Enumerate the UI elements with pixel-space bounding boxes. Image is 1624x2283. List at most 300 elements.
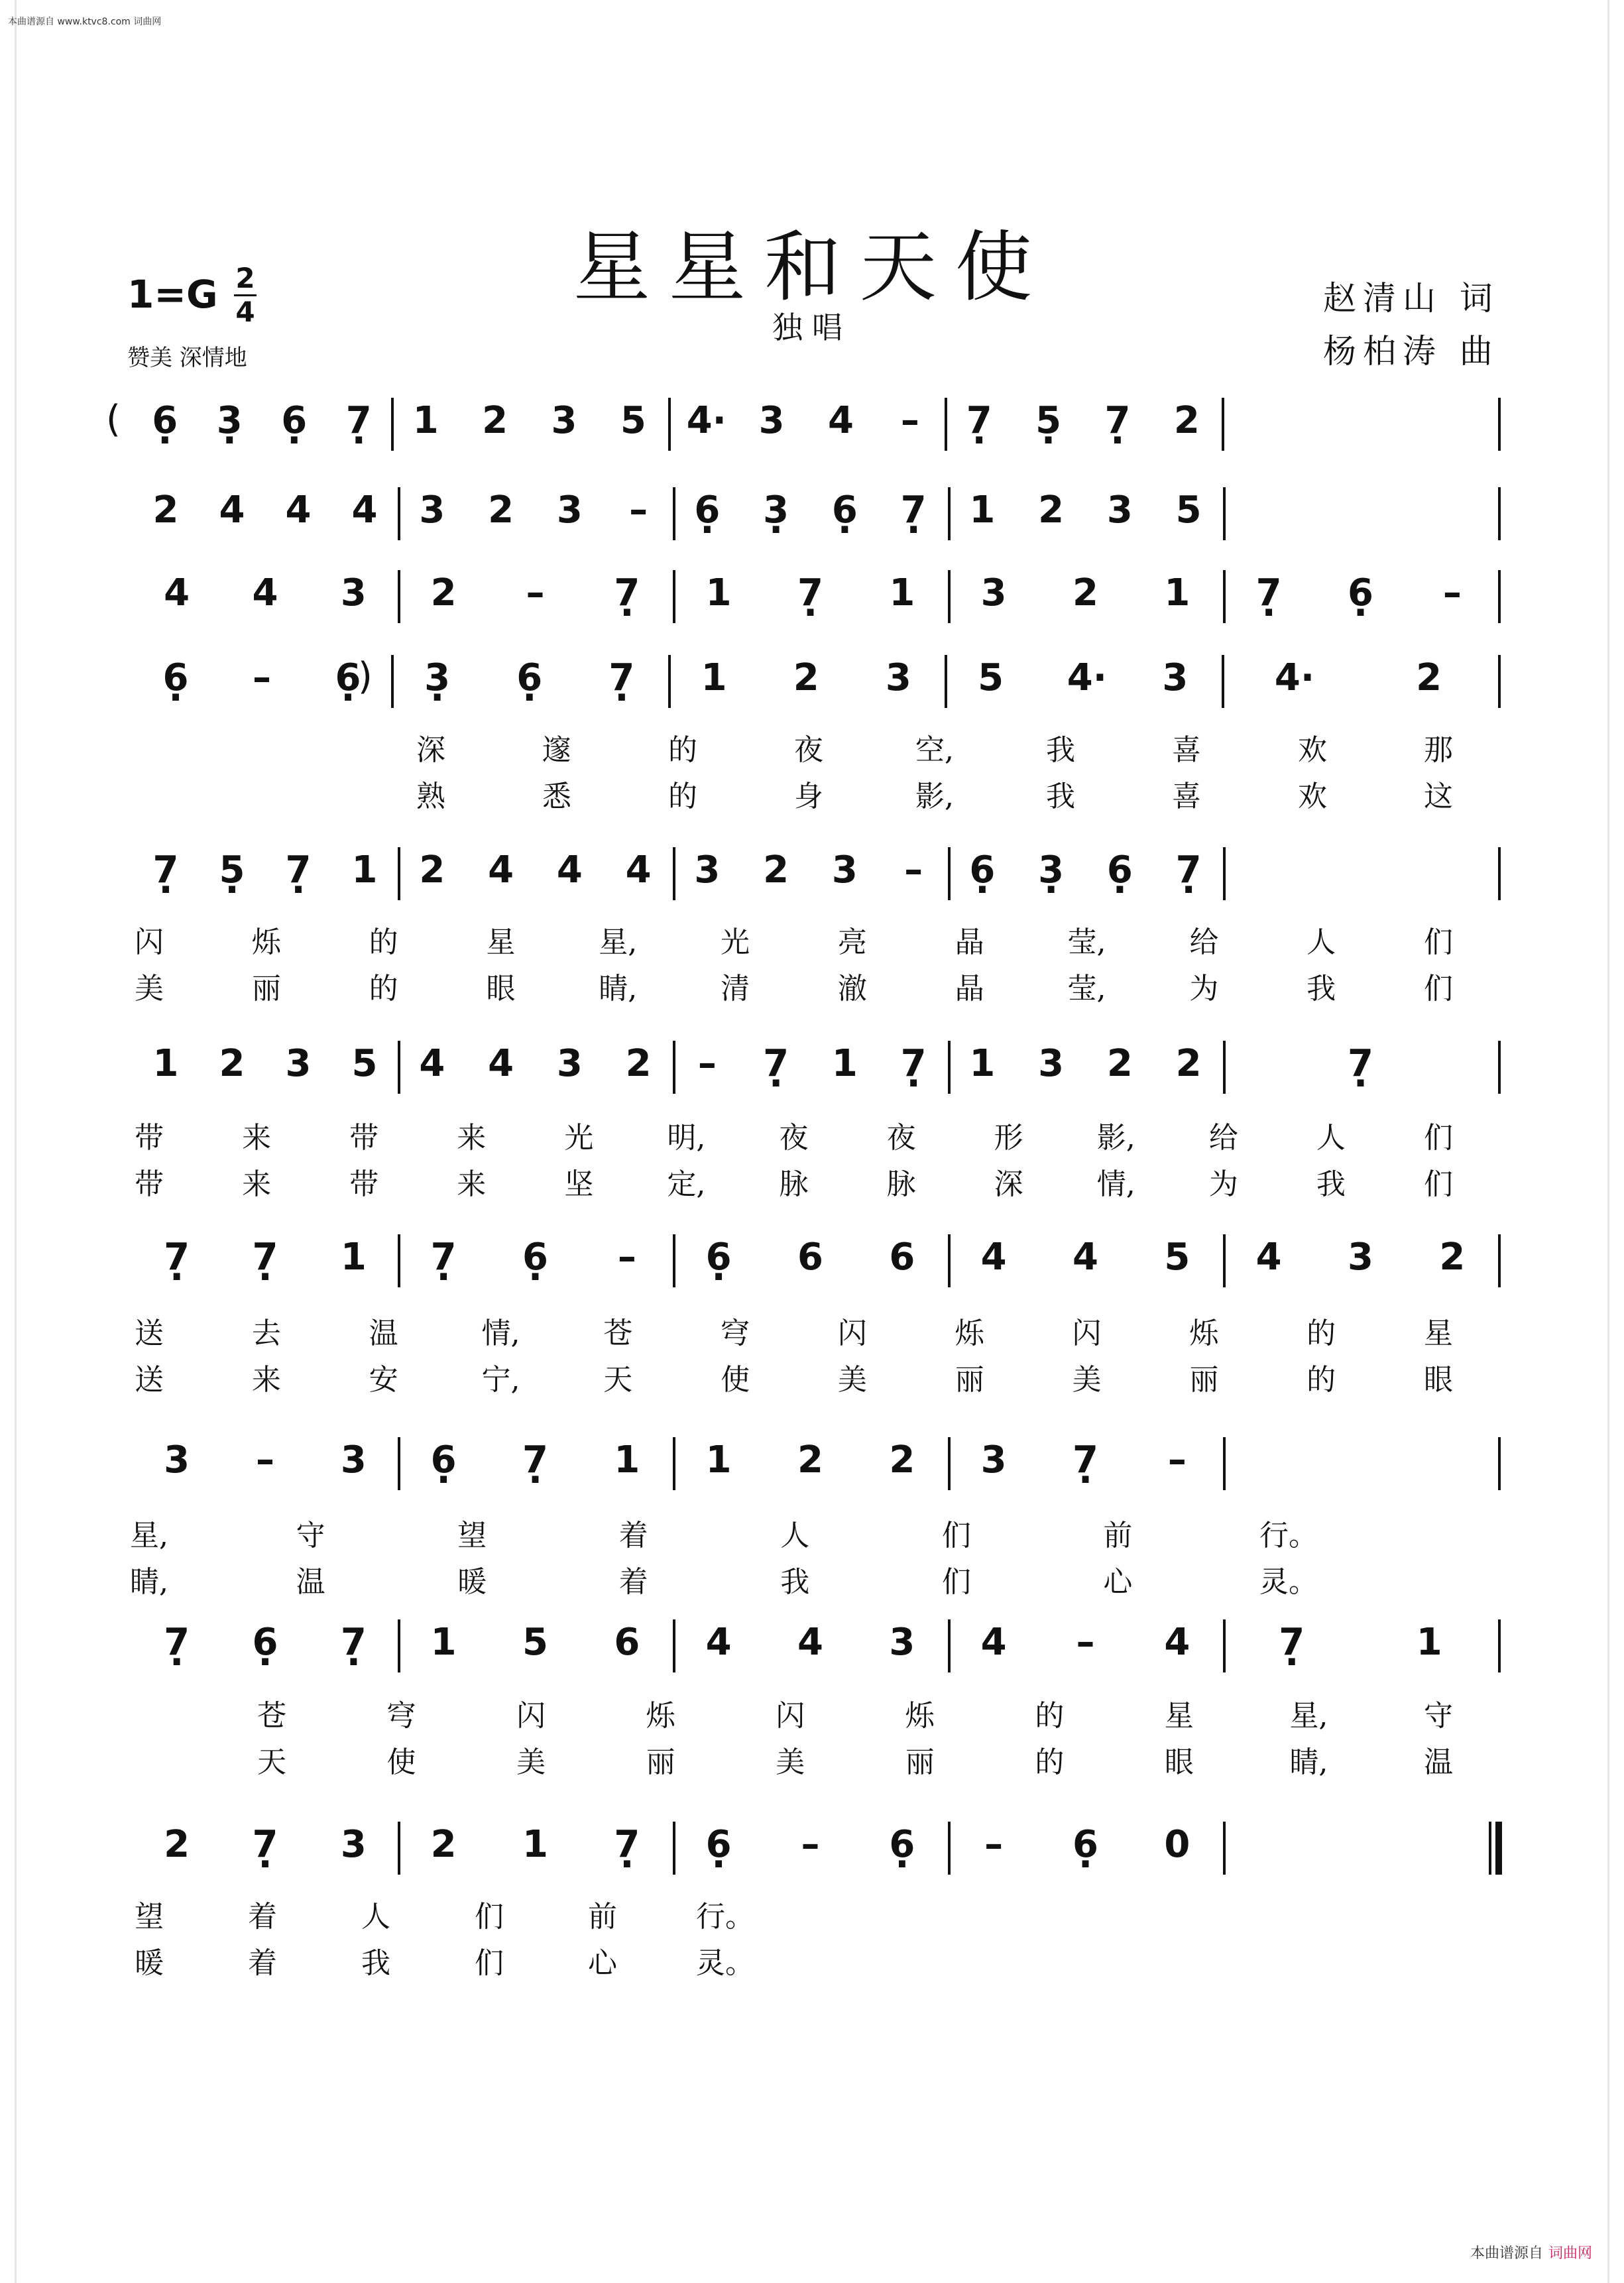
lyric-verse-2: 心 — [588, 1946, 617, 1980]
score-note: 1 — [522, 1823, 548, 1866]
lyric-verse-1: 夜 — [779, 1121, 809, 1155]
barline — [673, 1619, 675, 1672]
barline — [391, 655, 394, 708]
score-note: 7 · — [611, 1823, 643, 1866]
lyric-verse-2: 暖 — [457, 1565, 487, 1599]
lyric-verse-2: 来 — [251, 1363, 281, 1397]
score-note: 6 · — [514, 656, 546, 699]
lyric-verse-2: 们 — [475, 1946, 504, 1980]
lyric-verse-2: 定, — [667, 1167, 706, 1201]
score-note: 3 — [694, 849, 721, 892]
lyric-verse-2: 情, — [1096, 1167, 1135, 1201]
score-note: 6 · — [829, 489, 860, 532]
lyric-verse-1: 前 — [1103, 1519, 1133, 1552]
lyric-verse-1: 情, — [481, 1317, 520, 1350]
lyric-verse-1: 夜 — [794, 733, 823, 767]
score-note: 3 — [551, 399, 577, 442]
score-row — [0, 1437, 1624, 1599]
score-note: – — [256, 1438, 274, 1482]
score-note: – — [801, 1823, 820, 1866]
score-row — [0, 1234, 1624, 1397]
score-note: 6 · — [703, 1236, 734, 1279]
lyric-verse-1: 着 — [618, 1519, 648, 1552]
barline — [948, 1437, 951, 1490]
barline — [945, 655, 947, 708]
score-row — [0, 655, 1624, 813]
score-note: – — [904, 849, 923, 892]
barline — [1223, 570, 1226, 623]
score-note: 4 — [285, 489, 312, 532]
barline — [1222, 655, 1224, 708]
lyric-verse-2: 的 — [1035, 1745, 1065, 1779]
score-note: 0 — [1164, 1823, 1190, 1866]
score-note: 2 — [430, 571, 457, 615]
lyric-verse-1: 给 — [1208, 1121, 1238, 1155]
footer-note — [1470, 2242, 1592, 2262]
score-note: 2 — [1439, 1236, 1466, 1279]
lyric-verse-2: 晶 — [955, 972, 984, 1006]
lyric-verse-1: 闪 — [135, 925, 164, 959]
lyric-verse-1: 光 — [721, 925, 750, 959]
lyric-verse-1: 人 — [1316, 1121, 1346, 1155]
lyricist-credit: 赵清山 词 — [1323, 279, 1499, 318]
barline — [673, 570, 675, 623]
barline — [673, 1822, 675, 1875]
barline — [1498, 1619, 1501, 1672]
lyric-verse-1: 行。 — [1259, 1519, 1318, 1552]
lyric-verse-2: 眼 — [1164, 1745, 1194, 1779]
score-note: 4 — [827, 399, 854, 442]
score-note: 7 · — [963, 399, 995, 442]
lyric-verse-2: 的 — [668, 780, 697, 813]
score-note: 3 — [1106, 489, 1133, 532]
score-note: 3 — [980, 571, 1007, 615]
lyric-verse-1: 晶 — [955, 925, 984, 959]
lyric-verse-1: 们 — [1424, 925, 1453, 959]
lyric-verse-1: 星, — [130, 1519, 168, 1552]
barline — [398, 487, 400, 540]
score-note: 4 — [488, 1042, 514, 1085]
time-signature-top: 2 — [235, 262, 255, 294]
score-note: 1 — [831, 1042, 858, 1085]
lyric-verse-2: 温 — [1424, 1745, 1453, 1779]
score-note: 2 — [1038, 489, 1065, 532]
barline — [673, 1437, 675, 1490]
lyric-verse-2: 来 — [457, 1167, 487, 1201]
score-note: 4 — [556, 849, 583, 892]
lyric-verse-2: 们 — [1424, 1167, 1453, 1201]
lyric-verse-1: 带 — [349, 1121, 379, 1155]
score-note: 6 · — [886, 1823, 918, 1866]
footer-brand: 词曲网 — [1548, 2245, 1592, 2262]
time-signature-bottom: 4 — [235, 296, 255, 328]
score-note: 4 — [164, 571, 190, 615]
lyric-verse-1: 星, — [1289, 1699, 1328, 1733]
lyric-verse-1: 星 — [486, 925, 516, 959]
barline — [673, 487, 675, 540]
lyric-verse-2: 脉 — [779, 1167, 809, 1201]
score-note: 2 — [488, 489, 514, 532]
score-note: 1 — [152, 1042, 179, 1085]
score-note: 7 · — [282, 849, 314, 892]
score-note: 5 · — [216, 849, 248, 892]
lyric-verse-2: 影, — [915, 780, 954, 813]
score-note: 4 — [219, 489, 245, 532]
score-note: 1 — [969, 1042, 996, 1085]
score-note: 3 — [556, 1042, 583, 1085]
score-note: 1 — [1416, 1621, 1442, 1664]
score-note: – — [253, 656, 271, 699]
lyric-verse-1: 星 — [1424, 1317, 1453, 1350]
barline — [391, 398, 394, 451]
score-note: 6 · — [703, 1823, 734, 1866]
lyric-verse-1: 邃 — [542, 733, 571, 767]
score-note: 1 — [340, 1236, 367, 1279]
lyric-verse-1: 烁 — [251, 925, 281, 959]
lyric-verse-2: 美 — [1072, 1363, 1102, 1397]
score-note: 3 — [1348, 1236, 1373, 1279]
barline — [668, 398, 671, 451]
score-note: 1 — [701, 656, 727, 699]
lyric-verse-1: 烁 — [955, 1317, 984, 1350]
score-note: 7 · — [898, 489, 929, 532]
footer-source: 本曲谱源自 — [1470, 2245, 1543, 2262]
lyric-verse-2: 们 — [941, 1565, 971, 1599]
score-note: 7 · — [795, 571, 827, 615]
score-note: 1 — [705, 1438, 732, 1482]
score-note: 3 — [285, 1042, 312, 1085]
barline — [948, 487, 951, 540]
score-note: 7 · — [249, 1823, 281, 1866]
score-note: 2 — [419, 849, 445, 892]
barline — [948, 1822, 951, 1875]
intro-close-paren: ) — [358, 655, 373, 698]
score-note: 4 — [980, 1236, 1007, 1279]
lyric-verse-2: 丽 — [1189, 1363, 1219, 1397]
score-note: – — [697, 1042, 717, 1085]
score-note: 2 — [1416, 656, 1442, 699]
score-note: 7 · — [760, 1042, 792, 1085]
lyric-verse-2: 美 — [135, 972, 164, 1006]
lyric-verse-2: 我 — [1306, 972, 1336, 1006]
barline — [1498, 487, 1501, 540]
lyric-verse-1: 前 — [588, 1900, 617, 1934]
lyric-verse-1: 莹, — [1067, 925, 1106, 959]
lyric-verse-2: 宁, — [481, 1363, 520, 1397]
score-note: 1 — [1164, 571, 1190, 615]
lyric-verse-2: 为 — [1189, 972, 1219, 1006]
score-note: 6 · — [160, 656, 192, 699]
score-note: – — [1076, 1621, 1095, 1664]
score-note: 1 — [351, 849, 378, 892]
score-note: – — [1442, 571, 1462, 615]
lyric-verse-1: 喜 — [1172, 733, 1201, 767]
score-note: – — [984, 1823, 1004, 1866]
score-note: 7 · — [898, 1042, 929, 1085]
score-note: – — [629, 489, 648, 532]
barline — [1222, 398, 1224, 451]
score-note: 6 · — [966, 849, 998, 892]
lyric-verse-2: 使 — [386, 1745, 416, 1779]
score-note: 6 · — [278, 399, 310, 442]
lyric-verse-1: 的 — [1306, 1317, 1336, 1350]
barline — [673, 1041, 675, 1094]
lyric-verse-2: 美 — [837, 1363, 867, 1397]
lyric-verse-1: 闪 — [1072, 1317, 1102, 1350]
barline — [1223, 1041, 1226, 1094]
lyric-verse-1: 望 — [135, 1900, 164, 1934]
barline — [1498, 847, 1501, 900]
barline — [1498, 1041, 1501, 1094]
lyric-verse-2: 为 — [1208, 1167, 1238, 1201]
score-note: 5 — [978, 656, 1004, 699]
lyric-verse-2: 清 — [721, 972, 750, 1006]
lyric-verse-2: 我 — [361, 1946, 390, 1980]
lyric-verse-1: 着 — [248, 1900, 277, 1934]
score-note: 7 · — [606, 656, 638, 699]
score-note: 7 · — [1253, 571, 1285, 615]
barline — [668, 655, 671, 708]
barline — [398, 1041, 400, 1094]
lyric-verse-2: 丽 — [646, 1745, 675, 1779]
lyric-verse-1: 夜 — [886, 1121, 916, 1155]
barline — [398, 1437, 400, 1490]
score-note: 2 — [1175, 1042, 1202, 1085]
lyric-verse-1: 来 — [457, 1121, 487, 1155]
lyric-verse-2: 美 — [776, 1745, 805, 1779]
lyric-verse-2: 着 — [248, 1946, 277, 1980]
score-note: 7 · — [1102, 399, 1133, 442]
score-note: 7 · — [428, 1236, 459, 1279]
barline — [1223, 1234, 1226, 1287]
score-note: 5 — [351, 1042, 378, 1085]
lyric-verse-2: 这 — [1424, 780, 1453, 813]
score-note: 1 — [430, 1621, 457, 1664]
score-note: 3 — [885, 656, 911, 699]
barline — [398, 847, 400, 900]
lyric-verse-2: 我 — [1046, 780, 1075, 813]
lyric-verse-2: 美 — [516, 1745, 546, 1779]
score-note: 5 — [620, 399, 646, 442]
lyric-verse-2: 们 — [1424, 972, 1453, 1006]
score-note: 5 — [1175, 489, 1202, 532]
lyric-verse-2: 着 — [618, 1565, 648, 1599]
score-note: 6 · — [149, 399, 181, 442]
lyric-verse-1: 那 — [1424, 733, 1453, 767]
lyric-verse-1: 闪 — [837, 1317, 867, 1350]
score-note: 1 — [889, 571, 915, 615]
score-note: 7 · — [520, 1438, 551, 1482]
lyric-verse-2: 坚 — [564, 1167, 594, 1201]
lyric-verse-1: 们 — [475, 1900, 504, 1934]
score-note: 6 · — [1104, 849, 1135, 892]
lyric-verse-1: 形 — [994, 1121, 1023, 1155]
score-note: 3 · — [760, 489, 792, 532]
lyric-verse-1: 来 — [242, 1121, 272, 1155]
lyric-verse-1: 的 — [1035, 1699, 1065, 1733]
lyric-verse-1: 去 — [251, 1317, 281, 1350]
lyric-verse-2: 喜 — [1172, 780, 1201, 813]
barline — [948, 1041, 951, 1094]
barline — [673, 847, 675, 900]
lyric-verse-2: 暖 — [135, 1946, 164, 1980]
score-note: 6 — [797, 1236, 823, 1279]
barline — [1223, 1437, 1226, 1490]
lyric-verse-1: 烁 — [905, 1699, 935, 1733]
score-note: 3 — [1162, 656, 1189, 699]
lyric-verse-1: 人 — [780, 1519, 810, 1552]
score-note: – — [1167, 1438, 1187, 1482]
lyric-verse-2: 灵。 — [696, 1946, 754, 1980]
song-title: 星星和天使 — [573, 223, 1051, 312]
score-note: – — [617, 1236, 636, 1279]
score-note: 2 — [889, 1438, 915, 1482]
lyric-verse-1: 们 — [1424, 1121, 1453, 1155]
lyric-verse-1: 星 — [1164, 1699, 1194, 1733]
score-note: 7 · — [249, 1236, 281, 1279]
lyric-verse-2: 莹, — [1067, 972, 1106, 1006]
score-note: 1 — [705, 571, 732, 615]
barline — [1498, 570, 1501, 623]
lyric-verse-2: 温 — [296, 1565, 325, 1599]
lyric-verse-2: 欢 — [1298, 780, 1327, 813]
score-note: 4· — [1274, 656, 1315, 699]
score-note: 5 — [1164, 1236, 1190, 1279]
lyric-verse-2: 深 — [994, 1167, 1023, 1201]
score-note: 6 · — [1345, 571, 1377, 615]
lyric-verse-1: 的 — [369, 925, 398, 959]
barline — [398, 1619, 400, 1672]
score-note: 2 — [625, 1042, 652, 1085]
score-note: 4 — [252, 571, 278, 615]
barline — [673, 1234, 675, 1287]
score-note: 2 — [482, 399, 508, 442]
lyric-verse-2: 丽 — [955, 1363, 984, 1397]
song-subtitle: 独唱 — [772, 310, 852, 345]
score-note: 3 — [758, 399, 785, 442]
barline — [948, 570, 951, 623]
lyric-verse-1: 的 — [668, 733, 697, 767]
score-note: 3 · — [213, 399, 245, 442]
lyric-verse-2: 使 — [721, 1363, 750, 1397]
score-note: 6 · — [332, 656, 364, 699]
lyric-verse-2: 身 — [794, 780, 823, 813]
barline — [945, 398, 947, 451]
lyric-verse-1: 穹 — [721, 1317, 750, 1350]
time-signature — [232, 263, 259, 328]
lyric-verse-1: 穹 — [386, 1699, 416, 1733]
lyric-verse-1: 人 — [361, 1900, 390, 1934]
lyric-verse-1: 星, — [599, 925, 638, 959]
lyric-verse-2: 澈 — [837, 972, 867, 1006]
lyric-verse-2: 心 — [1103, 1565, 1133, 1599]
lyric-verse-1: 光 — [564, 1121, 594, 1155]
score-note: 4 — [1073, 1236, 1098, 1279]
lyric-verse-2: 眼 — [1424, 1363, 1453, 1397]
score-note: 6 · — [249, 1621, 281, 1664]
score-note: 6 · — [428, 1438, 459, 1482]
score-note: 7 · — [1070, 1438, 1102, 1482]
score-note: 2 — [1173, 399, 1200, 442]
key-signature: 1=G — [127, 272, 218, 317]
lyric-verse-2: 悉 — [542, 780, 571, 813]
lyric-verse-1: 亮 — [837, 925, 867, 959]
score-note: 2 — [152, 489, 179, 532]
score-note: 4 — [351, 489, 378, 532]
lyric-verse-1: 守 — [296, 1519, 325, 1552]
source-note: 本曲谱源自 www.ktvc8.com 词曲网 — [8, 17, 162, 27]
lyric-verse-2: 熟 — [416, 780, 445, 813]
barline — [1223, 487, 1226, 540]
score-row — [0, 1041, 1624, 1201]
score-row — [0, 1822, 1624, 1980]
score-note: 4· — [686, 399, 726, 442]
lyric-verse-2: 安 — [369, 1363, 398, 1397]
score-note: 2 — [164, 1823, 190, 1866]
score-note: 7 · — [161, 1621, 193, 1664]
lyric-verse-2: 眼 — [486, 972, 516, 1006]
final-barline-thin — [1489, 1822, 1491, 1875]
barline — [398, 1822, 400, 1875]
lyric-verse-1: 人 — [1306, 925, 1336, 959]
score-note: 5 · — [1033, 399, 1065, 442]
score-note: – — [900, 399, 919, 442]
lyric-verse-2: 来 — [242, 1167, 272, 1201]
lyric-verse-1: 闪 — [776, 1699, 805, 1733]
score-note: 4 — [797, 1621, 823, 1664]
barline — [948, 1619, 951, 1672]
lyric-verse-2: 带 — [135, 1167, 164, 1201]
score-note: 2 — [1106, 1042, 1133, 1085]
composer-credit: 杨柏涛 曲 — [1323, 332, 1499, 371]
lyric-verse-2: 我 — [780, 1565, 810, 1599]
score-note: 4 — [1164, 1621, 1190, 1664]
score-note: 4 — [1255, 1236, 1282, 1279]
lyric-verse-1: 望 — [457, 1519, 487, 1552]
score-note: 3 — [419, 489, 445, 532]
score-note: 3 — [340, 1438, 367, 1482]
score-note: 2 — [793, 656, 819, 699]
score-note: 7 · — [337, 1621, 369, 1664]
score-note: 2 — [219, 1042, 245, 1085]
score-row — [0, 398, 1624, 477]
score-note: 2 — [430, 1823, 457, 1866]
intro-open-paren: ( — [106, 398, 121, 441]
barline — [1498, 655, 1501, 708]
score-note: 6 · — [691, 489, 723, 532]
lyric-verse-1: 闪 — [516, 1699, 546, 1733]
tempo-marking: 赞美 深情地 — [127, 345, 247, 371]
score-note: 6 — [614, 1621, 640, 1664]
score-note: 6 — [889, 1236, 915, 1279]
score-note: 4 — [625, 849, 652, 892]
score-note: 7 · — [150, 849, 182, 892]
score-note: 5 — [522, 1621, 548, 1664]
score-note: 7 · — [1345, 1042, 1377, 1085]
score-note: 4 — [419, 1042, 445, 1085]
score-note: 3 — [889, 1621, 915, 1664]
lyric-verse-1: 守 — [1424, 1699, 1453, 1733]
lyric-verse-2: 丽 — [905, 1745, 935, 1779]
score-note: 6 · — [1070, 1823, 1102, 1866]
lyric-verse-1: 影, — [1096, 1121, 1135, 1155]
score-row — [0, 1619, 1624, 1779]
score-note: 1 — [412, 399, 439, 442]
score-note: 3 — [1038, 1042, 1065, 1085]
lyric-verse-1: 给 — [1189, 925, 1219, 959]
barline — [1223, 1822, 1226, 1875]
lyric-verse-1: 我 — [1046, 733, 1075, 767]
